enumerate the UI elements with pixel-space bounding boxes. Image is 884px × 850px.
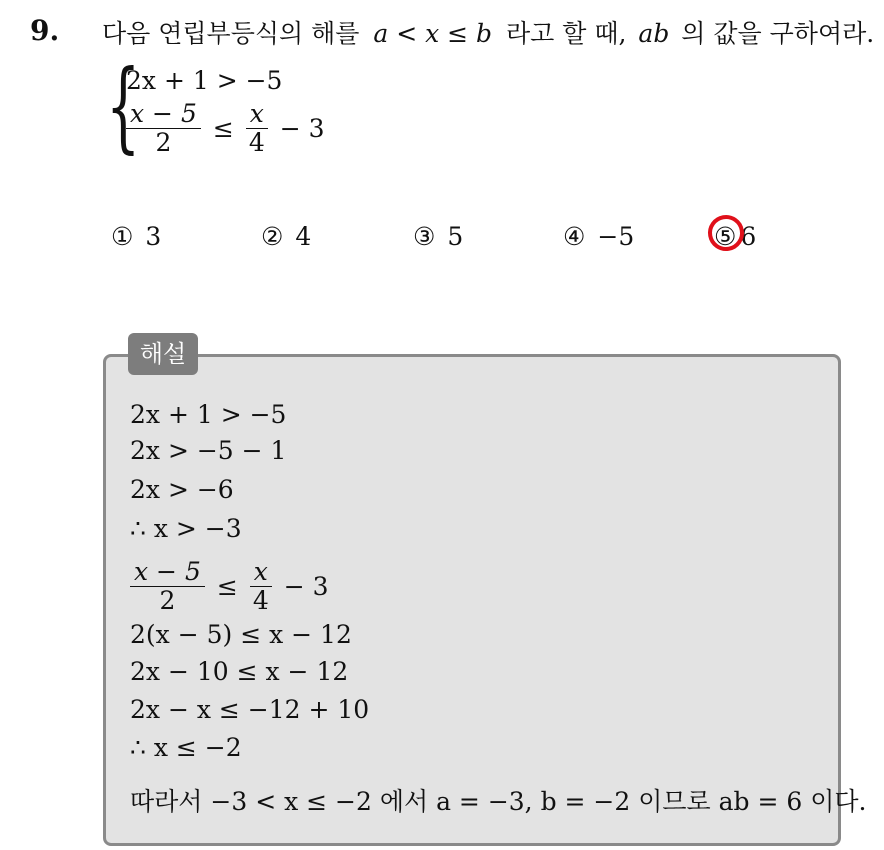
choice-1[interactable] [111,222,161,251]
sol-frac-numerator: x − 5 [130,558,205,587]
choice-mark: ② [261,222,284,251]
sol-frac-1 [130,558,205,615]
system-frac-1 [126,100,201,157]
choice-mark: ④ [563,222,586,251]
system-relation: ≤ [212,114,234,143]
choice-mark: ① [111,222,134,251]
sol-frac2-numerator: x [250,558,272,587]
choice-2[interactable] [261,222,311,251]
solution-step-6: 2x − 10 ≤ x − 12 [130,657,349,686]
system-brace: { [106,50,141,164]
sol-frac-2 [250,558,272,615]
prompt-math: a < x ≤ b [373,19,493,48]
question-prompt [102,14,874,50]
frac2-numerator: x [246,100,268,129]
prompt-mid: 라고 할 때, [506,19,627,48]
choice-4[interactable] [563,222,634,251]
choice-value: −5 [597,222,635,251]
solution-step-3: 2x > −6 [130,475,234,504]
choice-value: 3 [145,222,162,251]
sol-frac-denominator: 2 [159,586,176,615]
question-number: 9. [30,14,60,47]
solution-step-2: 2x > −5 − 1 [130,436,287,465]
solution-step-5: 2(x − 5) ≤ x − 12 [130,620,352,649]
system-tail: − 3 [279,114,325,143]
sol-frac-relation: ≤ [216,572,238,601]
choice-mark: ③ [413,222,436,251]
solution-conclusion: 따라서 −3 < x ≤ −2 에서 a = −3, b = −2 이므로 ab = 6 이다. [130,787,867,816]
choice-value: 4 [295,222,312,251]
solution-label: 해설 [128,333,198,375]
solution-step-1: 2x + 1 > −5 [130,400,287,429]
solution-frac-step [130,558,329,615]
choice-3[interactable] [413,222,463,251]
frac-numerator: x − 5 [126,100,201,129]
sol-frac2-denominator: 4 [252,586,269,615]
prompt-before: 다음 연립부등식의 해를 [102,19,360,48]
choice-value: 5 [447,222,464,251]
choice-value: 6 [740,222,757,251]
solution-step-7: 2x − x ≤ −12 + 10 [130,695,370,724]
system-line-1: 2x + 1 > −5 [126,66,283,95]
system-frac-2 [246,100,268,157]
choice-mark: ⑤ [714,222,737,251]
solution-step-4: ∴ x > −3 [130,514,242,543]
system-line-2 [126,100,325,157]
sol-frac-tail: − 3 [283,572,329,601]
prompt-after: 의 값을 구하여라. [681,19,875,48]
frac2-denominator: 4 [248,128,265,157]
frac-denominator: 2 [155,128,172,157]
solution-step-8: ∴ x ≤ −2 [130,733,242,762]
prompt-ab: ab [638,19,670,48]
